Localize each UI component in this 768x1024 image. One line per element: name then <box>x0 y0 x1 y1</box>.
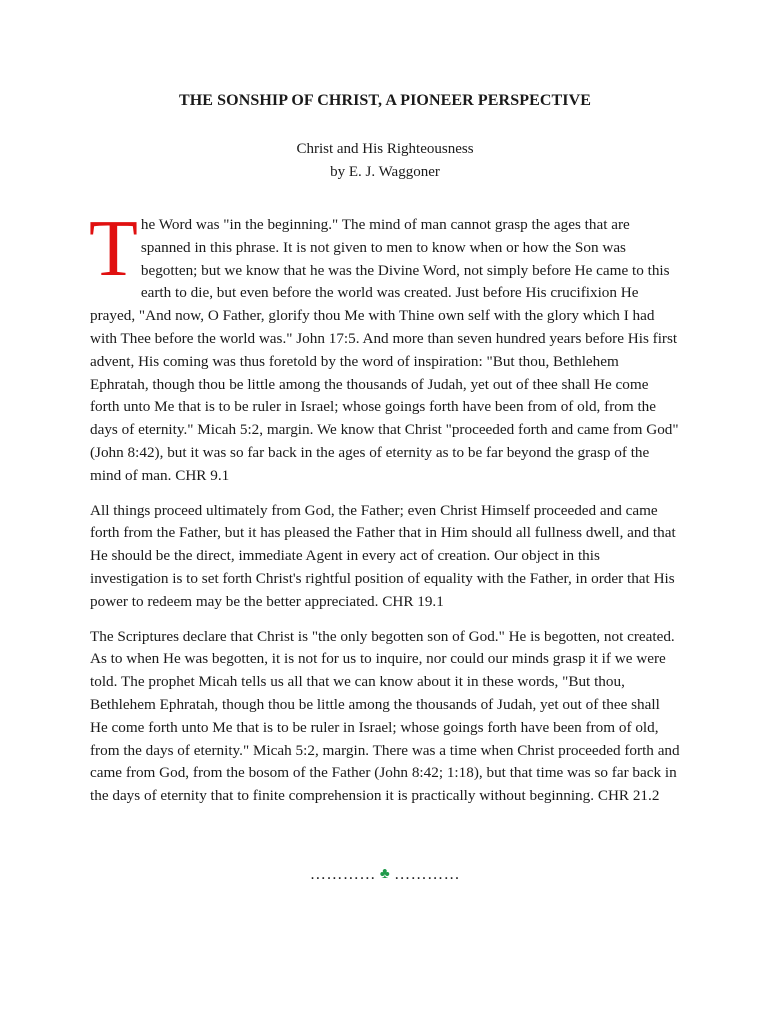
club-icon: ♣ <box>379 866 391 882</box>
body-text <box>89 205 680 820</box>
paragraph-3: The Scriptures declare that Christ is "the only begotten son of God." He is begotten, not created. As to when He was begotten, it is not for us to inquire, nor could our minds grasp it if we were told. The prophet Micah tells us all that we can know about it in these words, "But thou, Bethlehem Ephratah, though thou be little among the thousands of Judah, yet out of thee shall He come forth unto Me that is to be ruler in Israel; whose goings forth have been from of old, from the days of eternity." Micah 5:2, margin. There was a time when Christ proceeded forth and came from God, from the bosom of the Father (John 8:42; 1:18), but that time was so far back in the days of eternity that to finite comprehension it is practically without beginning. CHR 21.2 <box>90 627 680 805</box>
paragraph-2: All things proceed ultimately from God, the Father; even Christ Himself proceeded and came forth from the Father, but it has pleased the Father that in Him should all fullness dwell, and that He should be the direct, immediate Agent in every act of creation. Our object in this investigation is to set forth Christ's rightful position of equality with the Father, in order that His power to redeem may be the better appreciated. CHR 19.1 <box>90 501 676 610</box>
book-title: Christ and His Righteousness <box>296 141 474 157</box>
separator-dots-right: ………… <box>394 866 461 883</box>
paragraph-1-text: he Word was "in the beginning." The mind of man cannot grasp the ages that are spanned in this phrase. It is not given to men to know when or how the Son was begotten; but we know that he was the Divine Word, not simply before He came to this earth to die, but even before the world was created. Just before His crucifixion He prayed, "And now, O Father, glorify thou Me with Thine own self with the glory which I had with Thee before the world was." John 17:5. And more than seven hundred years before His first advent, His coming was thus foretold by the word of inspiration: "But thou, Bethlehem Ephratah, though thou be little among the thousands of Judah, yet out of thee shall He come forth unto Me that is to be ruler in Israel; whose goings forth have been from of old, from the days of eternity." Micah 5:2, margin. We know that Christ "proceeded forth and came from God" (John 8:42), but it was so far back in the ages of eternity as to be far beyond the grasp of the mind of man. CHR 9.1 <box>90 216 679 484</box>
separator-dots-left: ………… <box>309 866 376 883</box>
drop-cap: T <box>89 205 138 293</box>
subtitle-block <box>90 138 680 184</box>
paragraph-1 <box>89 205 680 488</box>
document-title: THE SONSHIP OF CHRIST, A PIONEER PERSPECTIVE <box>178 92 592 109</box>
author-line: by E. J. Waggoner <box>330 164 440 180</box>
section-separator <box>90 866 680 884</box>
